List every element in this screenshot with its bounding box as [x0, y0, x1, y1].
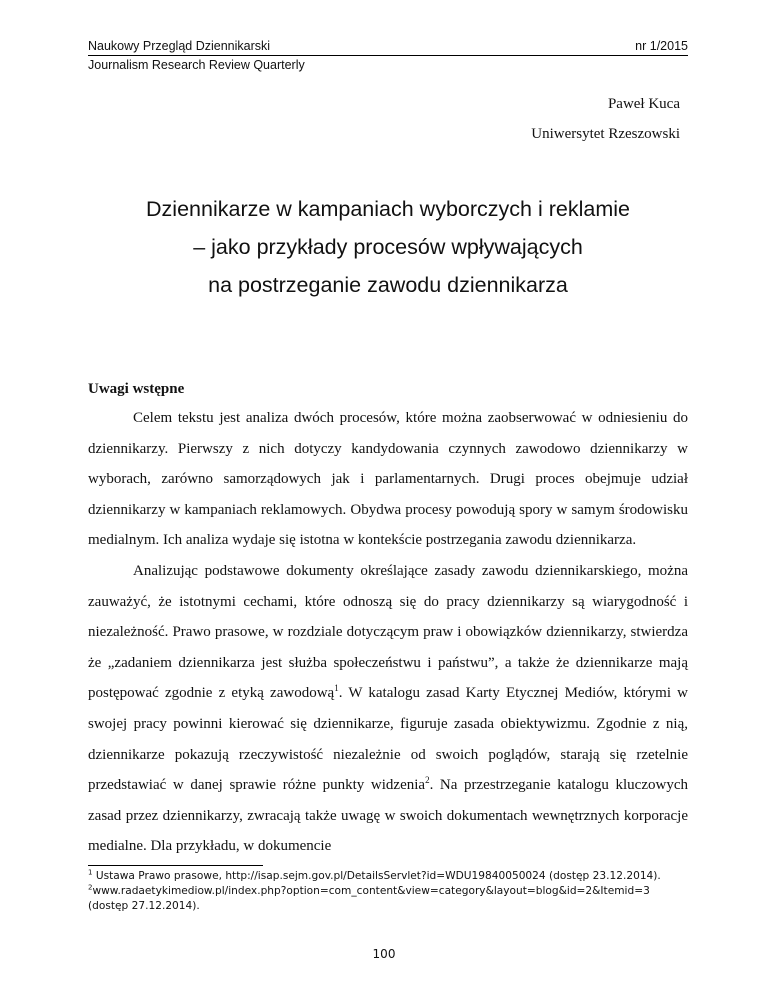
footnote-separator — [88, 865, 263, 866]
title-line-3: na postrzeganie zawodu dziennikarza — [208, 273, 568, 297]
title-line-2: – jako przykłady procesów wpływających — [193, 235, 583, 259]
footnote-1 — [88, 869, 688, 884]
running-head-top-line — [88, 38, 688, 56]
article-title — [88, 190, 688, 304]
paragraph-2-part-1: Analizując podstawowe dokumenty określające zasady zawodu dziennikarskiego, można zauważyć, że istotnymi cechami, które odnoszą się do pracy dziennikarzy są wiarygodność i niezależność. Prawo prasowe, w rozdziale dotyczącym praw i obowiązków dziennikarzy, stwierdza że „zadaniem dziennikarza jest służba społeczeństwu i państwu”, a także że dziennikarze mają postępować zgodnie z etyką zawodową — [88, 562, 688, 702]
author-name: Paweł Kuca — [607, 96, 680, 112]
journal-name-english: Journalism Research Review Quarterly — [88, 58, 305, 72]
paragraph-2-part-3: . Na przestrzeganie katalogu kluczowych zasad przez dziennikarzy, zwracają także uwagę w swoich dokumentach wewnętrznych korporacje medialne. Dla przykładu, w dokumencie — [88, 777, 688, 855]
footnote-2-text: www.radaetykimediow.pl/index.php?option=com_content&view=category&layout=blog&id=2&Itemid=3 (dostęp 27.12.2014). — [88, 885, 650, 912]
footnote-1-text: Ustawa Prawo prasowe, http://isap.sejm.gov.pl/DetailsServlet?id=WDU19840050024 (dostęp 23.12.2014). — [92, 870, 661, 882]
author-affiliation: Uniwersytet Rzeszowski — [531, 126, 680, 142]
running-head — [88, 38, 688, 73]
article-body — [88, 403, 688, 862]
page-number: 100 — [372, 947, 396, 961]
footnote-ref-1[interactable]: 1 — [334, 683, 339, 694]
paragraph-2-part-2: . W katalogu zasad Karty Etycznej Mediów, którymi w swojej pracy powinni kierować się dziennikarze, figuruje zasada obiektywizmu. Zgodnie z nią, dziennikarze pokazują rzeczywistość niezależnie od swoich poglądów, starają się rzetelnie przedstawiać w danej sprawie różne punkty widzenia — [88, 685, 688, 794]
footnote-2-mark: 2 — [88, 883, 93, 892]
footnote-2 — [88, 884, 688, 914]
journal-name-polish: Naukowy Przegląd Dziennikarski — [88, 39, 271, 53]
paragraph-1: Celem tekstu jest analiza dwóch procesów, które można zaobserwować w odniesieniu do dziennikarzy. Pierwszy z nich dotyczy kandydowania czynnych zawodowo dziennikarzy w wyborach, zarówno samorządowych jak i parlamentarnych. Drugi proces obejmuje udział dziennikarzy w kampaniach reklamowych. Obydwa procesy powodują spory w samym środowisku medialnym. Ich analiza wydaje się istotna w kontekście postrzegania zawodu dziennikarza. — [88, 410, 688, 549]
footnote-1-mark: 1 — [88, 868, 93, 877]
author-block — [531, 89, 680, 149]
issue-number: nr 1/2015 — [635, 39, 688, 53]
section-heading: Uwagi wstępne — [88, 381, 185, 397]
paragraph-2 — [88, 556, 688, 862]
footnote-ref-2[interactable]: 2 — [425, 775, 430, 786]
footnotes — [88, 869, 688, 914]
title-line-1: Dziennikarze w kampaniach wyborczych i reklamie — [146, 197, 630, 221]
